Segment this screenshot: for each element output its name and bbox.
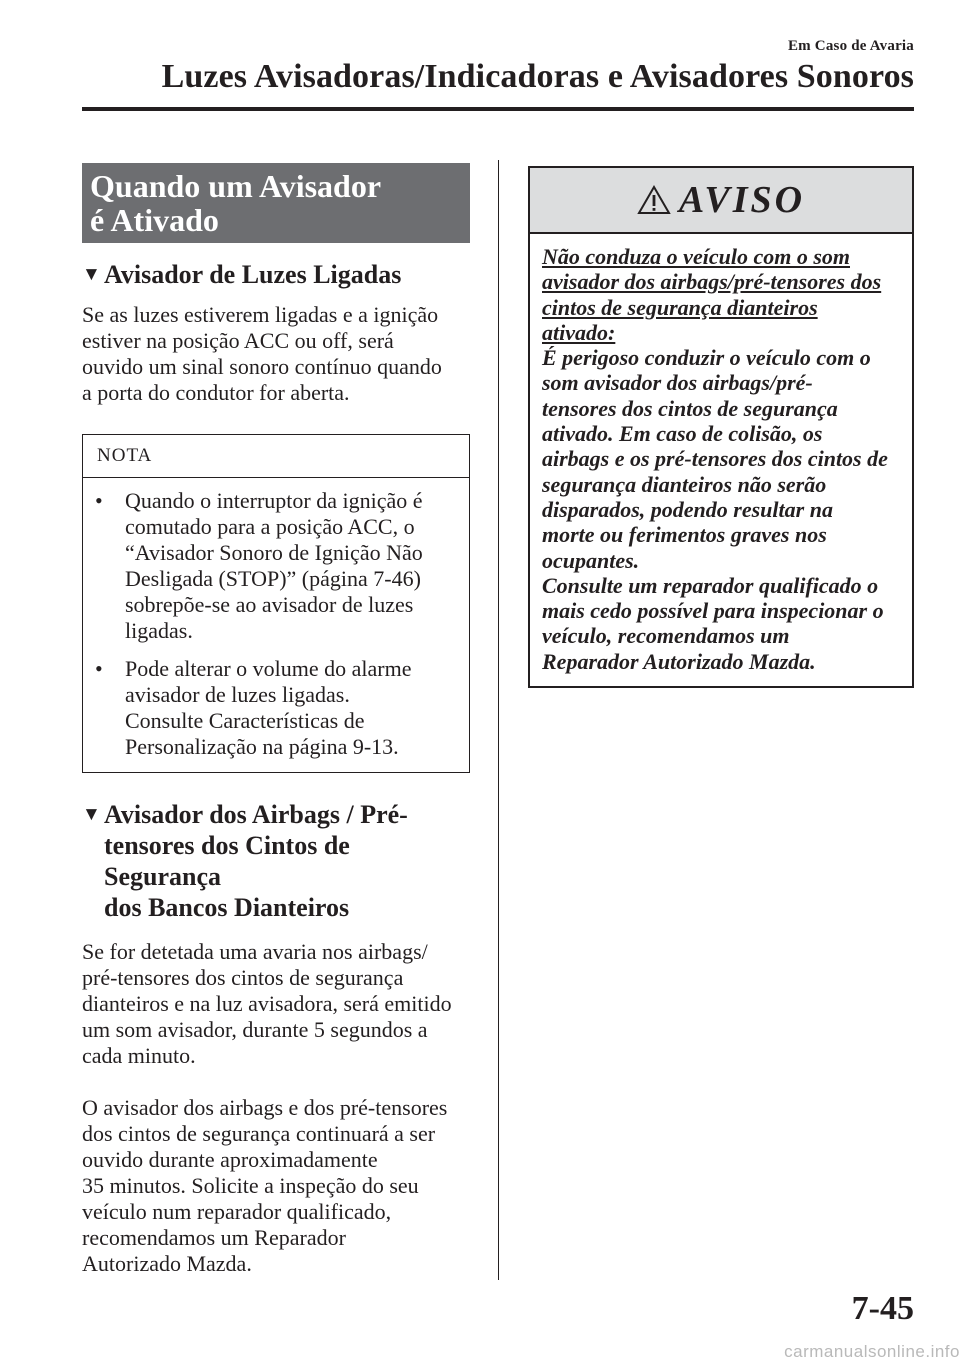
- warning-line: veículo, recomendamos um: [542, 623, 790, 649]
- warning-header: [530, 168, 912, 234]
- note-line: Desligada (STOP)” (página 7-46): [125, 566, 421, 591]
- section-title-line: Quando um Avisador: [90, 168, 382, 204]
- paragraph-line: dos cintos de segurança continuará a ser: [82, 1121, 436, 1146]
- paragraph-line: recomendamos um Reparador: [82, 1225, 346, 1250]
- paragraph-line: 35 minutos. Solicite a inspeção do seu: [82, 1173, 419, 1198]
- note-line: Personalização na página 9-13.: [125, 734, 399, 759]
- airbag-heading: [82, 799, 470, 923]
- warning-lead-line: avisador dos airbags/pré-tensores dos: [542, 269, 882, 295]
- section-title-banner: [82, 163, 470, 243]
- warning-line: airbags e os pré-tensores dos cintos de: [542, 446, 888, 472]
- warning-line: som avisador dos airbags/pré-: [542, 370, 813, 396]
- warning-line: segurança dianteiros não serão: [542, 471, 827, 497]
- warning-box: [528, 166, 914, 688]
- paragraph-line: cada minuto.: [82, 1043, 196, 1068]
- heading-line: Avisador dos Airbags / Pré-: [104, 800, 408, 829]
- heading-line: Avisador de Luzes Ligadas: [104, 260, 402, 289]
- page-number: 7-45: [851, 1290, 914, 1327]
- warning-lead-line: ativado:: [542, 319, 616, 345]
- note-box: [82, 434, 470, 773]
- note-line: avisador de luzes ligadas.: [125, 682, 350, 707]
- site-watermark: carmanualsonline.info: [784, 1342, 960, 1361]
- warning-line: morte ou ferimentos graves nos: [542, 522, 827, 548]
- paragraph-line: veículo num reparador qualificado,: [82, 1199, 392, 1224]
- paragraph-line: a porta do condutor for aberta.: [82, 380, 350, 405]
- column-divider: [498, 160, 499, 1280]
- airbag-paragraph-2: [82, 1095, 470, 1277]
- bullet-icon: •: [95, 488, 103, 513]
- paragraph-line: dianteiros e na luz avisadora, será emitido: [82, 991, 452, 1016]
- heading-line: tensores dos Cintos de Segurança: [104, 831, 350, 891]
- down-triangle-icon: ▼: [82, 804, 101, 825]
- warning-line: ativado. Em caso de colisão, os: [542, 421, 823, 447]
- section-title-line: é Ativado: [90, 202, 219, 238]
- bullet-icon: •: [95, 656, 103, 681]
- paragraph-line: estiver na posição ACC ou off, será: [82, 328, 394, 353]
- warning-lead-line: Não conduza o veículo com o som: [542, 244, 850, 269]
- paragraph-line: O avisador dos airbags e dos pré-tensores: [82, 1095, 448, 1120]
- warning-lead: [542, 244, 900, 345]
- warning-line: Reparador Autorizado Mazda.: [542, 648, 816, 674]
- paragraph-line: pré-tensores dos cintos de segurança: [82, 965, 404, 990]
- warning-line: ocupantes.: [542, 547, 640, 573]
- chapter-label: Em Caso de Avaria: [787, 38, 914, 54]
- right-column: [528, 166, 914, 688]
- note-item: [95, 656, 459, 760]
- heading-line: dos Bancos Dianteiros: [104, 893, 350, 922]
- warning-line: disparados, podendo resultar na: [542, 496, 833, 522]
- note-line: Quando o interruptor da ignição é: [125, 488, 423, 513]
- warning-title: AVISO: [678, 179, 806, 221]
- note-line: Pode alterar o volume do alarme: [125, 656, 412, 681]
- warning-lead-line: cintos de segurança dianteiros: [542, 294, 818, 320]
- paragraph-line: ouvido durante aproximadamente: [82, 1147, 378, 1172]
- note-line: “Avisador Sonoro de Ignição Não: [125, 540, 423, 565]
- warning-triangle-icon: [637, 185, 671, 215]
- note-item: [95, 488, 459, 644]
- paragraph-line: Se as luzes estiverem ligadas e a ignição: [82, 302, 439, 327]
- paragraph-line: um som avisador, durante 5 segundos a: [82, 1017, 428, 1042]
- note-line: sobrepõe-se ao avisador de luzes: [125, 592, 414, 617]
- page-header-title: Luzes Avisadoras/Indicadoras e Avisadores Sonoros: [161, 58, 914, 95]
- left-column: [82, 163, 470, 1277]
- warning-line: mais cedo possível para inspecionar o: [542, 598, 884, 624]
- warning-line: Consulte um reparador qualificado o: [542, 572, 879, 598]
- paragraph-line: Autorizado Mazda.: [82, 1251, 252, 1276]
- note-line: comutado para a posição ACC, o: [125, 514, 415, 539]
- lights-on-heading: [82, 259, 470, 290]
- note-line: Consulte Características de: [125, 708, 365, 733]
- paragraph-line: ouvido um sinal sonoro contínuo quando: [82, 354, 442, 379]
- note-label: NOTA: [83, 435, 469, 478]
- airbag-paragraph-1: [82, 939, 470, 1069]
- warning-body: [530, 234, 912, 686]
- lights-on-paragraph: [82, 302, 470, 406]
- header-rule: [82, 107, 914, 111]
- down-triangle-icon: ▼: [82, 264, 101, 285]
- note-line: ligadas.: [125, 618, 193, 643]
- paragraph-line: Se for detetada uma avaria nos airbags/: [82, 939, 428, 964]
- warning-line: tensores dos cintos de segurança: [542, 395, 838, 421]
- warning-line: É perigoso conduzir o veículo com o: [542, 345, 871, 371]
